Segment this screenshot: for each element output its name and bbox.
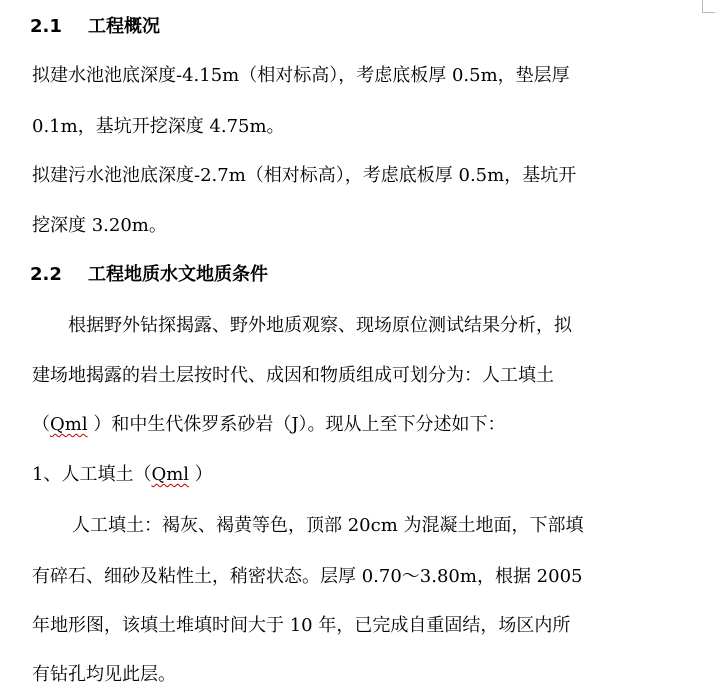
section-title: 工程地质水文地质条件: [88, 264, 268, 285]
layer-heading-suffix: ）: [189, 464, 213, 485]
paragraph-line: [32, 412, 506, 438]
paragraph-line: 人工填土：褐灰、褐黄等色，顶部 20cm 为混凝土地面，下部填: [72, 515, 584, 536]
section-heading-2-1: [30, 14, 160, 40]
paragraph-line: 根据野外钻探揭露、野外地质观察、现场原位测试结果分析，拟: [68, 315, 572, 336]
paragraph-line: 拟建水池池底深度-4.15m（相对标高），考虑底板厚 0.5m，垫层厚: [32, 65, 570, 86]
bracket-open: （: [32, 414, 50, 435]
soil-code-qml: Qml: [50, 414, 88, 435]
layer-heading: [32, 462, 213, 488]
layer-heading-prefix: 1、人工填土（: [32, 464, 152, 485]
paragraph-text: ）和中生代侏罗系砂岩（J）。现从上至下分述如下：: [87, 414, 506, 435]
paragraph-line: 有碎石、细砂及粘性土，稍密状态。层厚 0.70～3.80m，根据 2005: [32, 566, 583, 587]
section-number: 2.1: [30, 16, 62, 37]
paragraph-line: 挖深度 3.20m。: [32, 215, 167, 236]
paragraph-line: 0.1m，基坑开挖深度 4.75m。: [32, 116, 285, 137]
paragraph-line: 年地形图，该填土堆填时间大于 10 年，已完成自重固结，场区内所: [32, 615, 571, 636]
page-corner-mark: [702, 0, 715, 13]
section-number: 2.2: [30, 264, 62, 285]
paragraph-line: 拟建污水池池底深度-2.7m（相对标高），考虑底板厚 0.5m，基坑开: [32, 165, 577, 186]
paragraph-line: 建场地揭露的岩土层按时代、成因和物质组成可划分为：人工填土: [32, 365, 554, 386]
paragraph-line: 有钻孔均见此层。: [32, 664, 176, 685]
soil-code-qml: Qml: [151, 464, 190, 485]
section-heading-2-2: [30, 262, 268, 288]
section-title: 工程概况: [88, 16, 160, 37]
